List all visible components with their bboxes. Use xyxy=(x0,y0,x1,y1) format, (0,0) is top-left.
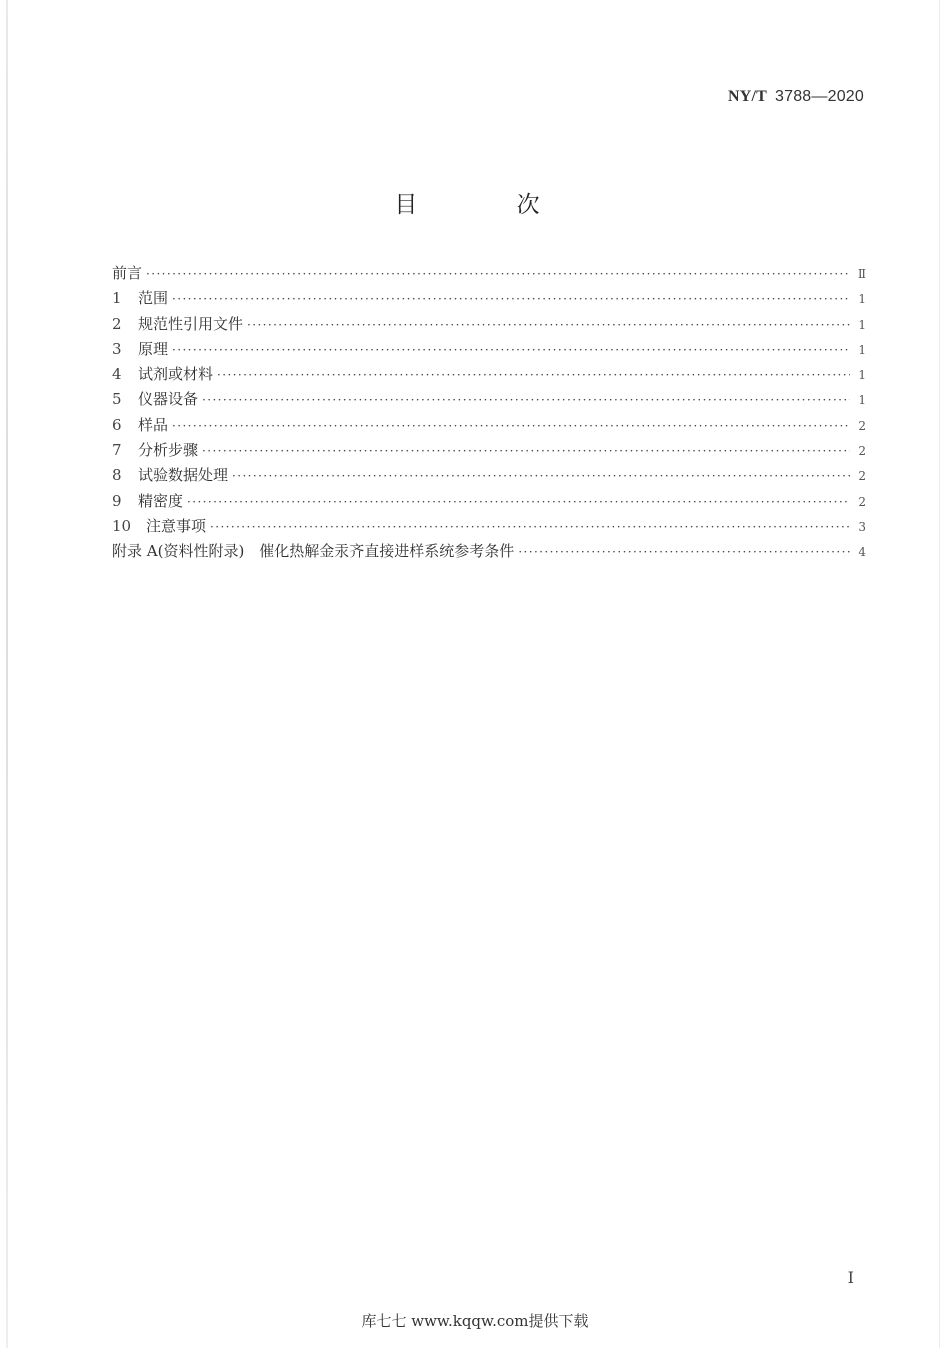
toc-entry-9[interactable] xyxy=(112,490,866,515)
toc-leader-dots xyxy=(172,292,850,306)
toc-entry-label: 仪器设备 xyxy=(138,390,199,409)
toc-entry-10[interactable] xyxy=(112,515,866,540)
toc-leader-dots xyxy=(172,419,850,433)
toc-entry-number: 1 xyxy=(112,289,122,308)
toc-entry-6[interactable] xyxy=(112,414,866,439)
toc-leader-dots xyxy=(202,393,850,407)
toc-entry-label: 试剂或材料 xyxy=(138,365,214,384)
toc-entry-page: 1 xyxy=(858,368,866,383)
toc-leader-dots xyxy=(232,469,850,483)
toc-leader-dots xyxy=(146,267,850,281)
toc-entry-4[interactable] xyxy=(112,363,866,388)
toc-entry-page: 2 xyxy=(858,494,866,509)
toc-entry-number: 8 xyxy=(112,466,122,485)
toc-entry-3[interactable] xyxy=(112,338,866,363)
toc-leader-dots xyxy=(202,444,850,458)
toc-leader-dots xyxy=(518,545,850,559)
toc-entry-5[interactable] xyxy=(112,388,866,413)
toc-entry-label: 原理 xyxy=(138,339,169,358)
toc-entry-label: 前言 xyxy=(112,264,143,282)
toc-entry-annex-a[interactable] xyxy=(112,540,866,565)
toc-leader-dots xyxy=(217,368,850,382)
toc-entry-7[interactable] xyxy=(112,439,866,464)
toc-entry-1[interactable] xyxy=(112,287,866,312)
toc-leader-dots xyxy=(172,343,850,357)
toc-entry-number: 7 xyxy=(112,441,122,460)
toc-entry-label: 试验数据处理 xyxy=(138,466,229,485)
toc-entry-page: 1 xyxy=(858,292,866,307)
toc-entry-page: 2 xyxy=(858,444,866,459)
toc-leader-dots xyxy=(210,520,850,534)
toc-entry-page: 3 xyxy=(858,519,866,534)
standard-code xyxy=(728,88,864,106)
toc-entry-label: 附录 A(资料性附录) 催化热解金汞齐直接进样系统参考条件 xyxy=(112,542,515,561)
toc-entry-number: 9 xyxy=(112,491,122,510)
toc-entry-page: 1 xyxy=(858,393,866,408)
toc-entry-page: 1 xyxy=(858,317,866,332)
toc-leader-dots xyxy=(247,318,850,332)
toc-entry-page: 2 xyxy=(858,418,866,433)
page-number: I xyxy=(847,1268,854,1287)
toc-entry-label: 注意事项 xyxy=(146,516,207,535)
toc-entry-page: Ⅱ xyxy=(857,267,866,281)
toc-title: 目 次 xyxy=(394,192,586,218)
standard-number: 3788—2020 xyxy=(775,88,864,105)
toc-entry-number: 2 xyxy=(112,314,122,333)
toc-entry-page: 4 xyxy=(858,545,866,560)
toc-entry-number: 3 xyxy=(112,339,122,358)
toc-entry-2[interactable] xyxy=(112,313,866,338)
toc-entry-number: 4 xyxy=(112,365,122,384)
footer-download-note: 库七七 www.kqqw.com提供下载 xyxy=(361,1312,589,1330)
toc-entry-page: 2 xyxy=(858,469,866,484)
table-of-contents xyxy=(112,262,866,566)
toc-entry-label: 规范性引用文件 xyxy=(138,314,244,333)
toc-entry-label: 范围 xyxy=(138,289,169,308)
standard-prefix: NY/T xyxy=(727,88,767,105)
toc-entry-foreword[interactable] xyxy=(112,262,866,287)
toc-entry-number: 10 xyxy=(112,516,132,535)
toc-entry-label: 样品 xyxy=(138,415,169,434)
toc-entry-number: 6 xyxy=(112,415,122,434)
toc-entry-label: 分析步骤 xyxy=(138,441,199,460)
toc-entry-8[interactable] xyxy=(112,464,866,489)
toc-entry-label: 精密度 xyxy=(138,491,184,510)
toc-leader-dots xyxy=(187,495,850,509)
toc-entry-page: 1 xyxy=(858,342,866,357)
toc-entry-number: 5 xyxy=(112,390,122,409)
